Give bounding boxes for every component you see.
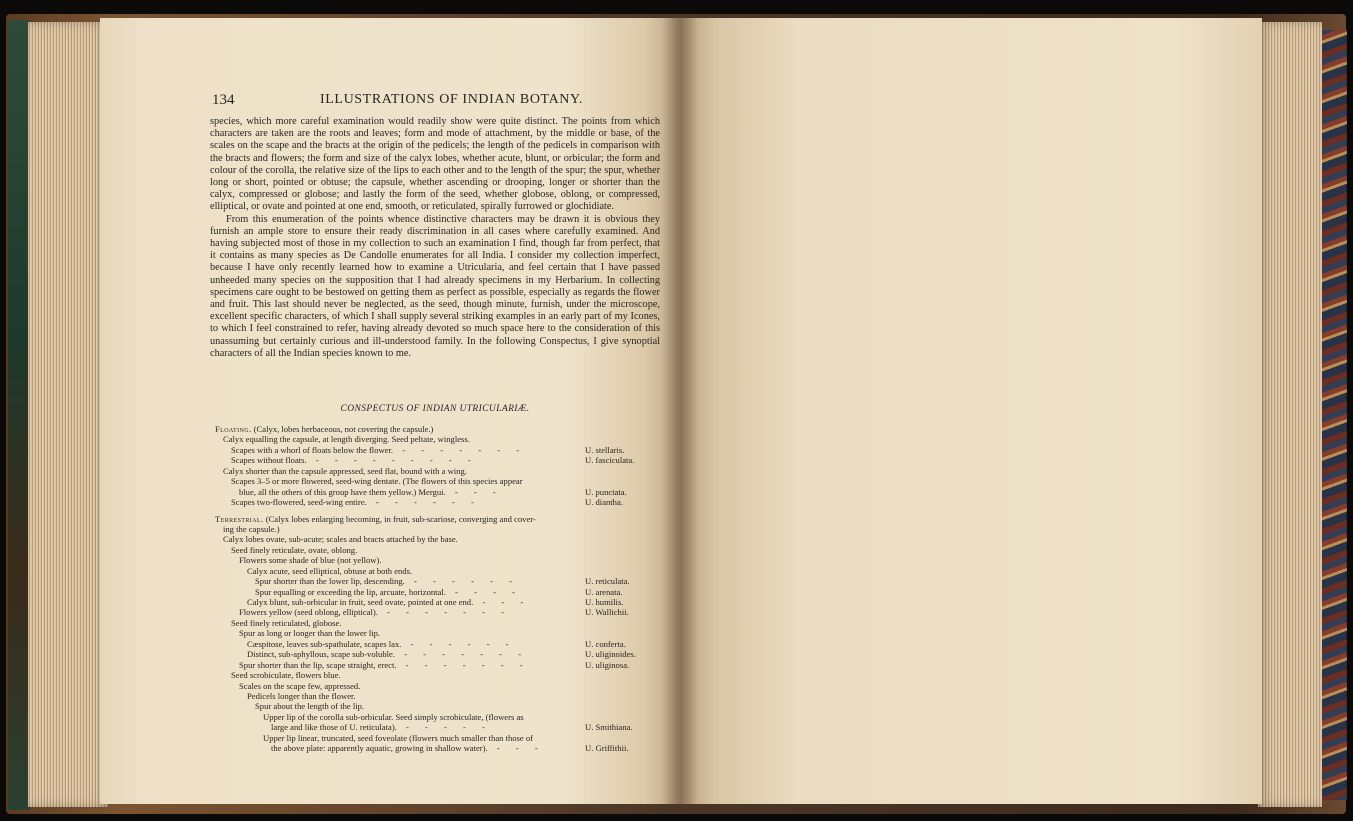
key-species-name: U. uliginosa. (585, 659, 630, 670)
key-row (215, 712, 660, 722)
key-row (215, 628, 660, 638)
key-row-text: Distinct, sub-aphyllous, scape sub-voluble. (247, 649, 395, 660)
key-row-text: Seed finely reticulate, ovate, oblong. (231, 544, 358, 555)
key-row-text: Seed finely reticulated, globose. (231, 617, 342, 628)
key-row (215, 597, 660, 607)
key-row (215, 681, 660, 691)
key-row (215, 691, 660, 701)
key-row (215, 434, 660, 444)
key-leader-dashes: - - - - - - (401, 638, 516, 649)
key-row-text: Scapes without floats. (231, 455, 307, 466)
key-row (215, 587, 660, 597)
key-species-name: U. punctata. (585, 486, 627, 497)
key-row-text: Scales on the scape few, appressed. (239, 680, 361, 691)
key-species-name: U. humilis. (585, 597, 624, 607)
paragraph-1: species, which more careful examination would readily show were quite distinct. The points from which characters are taken are the roots and leaves; form and mode of attachment, by the middle or base, of the scales on the scape and the bracts at the origin of the pedicels; the length of the pedicels in comparison with the bracts and flowers; the form and size of the calyx lobes, whether acute, blunt, or orbicular; the form and colour of the corolla, the relative size of the lips to each other and to the length of the spur; the spur, whether long or short, pointed or obtuse; the capsule, whether ascending or drooping, longer or shorter than the calyx, compressed or globose; and lastly the form of the seed, whether globose, oblong, or compressed, elliptical, or ovate and pointed at one end, smooth, or reticulated, spirally furrowed or glochidiate. (210, 116, 660, 213)
key-leader-dashes: - - - - (445, 586, 522, 597)
key-row-text: Spur shorter than the lower lip, descending. (255, 576, 405, 587)
key-species-name: U. Wallichii. (585, 607, 629, 618)
key-row-text: the above plate: apparently aquatic, growing in shallow water). (271, 743, 488, 754)
key-row-text: Floating. (Calyx, lobes herbaceous, not covering the capsule.) (215, 424, 434, 434)
key-species-name: U. Griffithii. (585, 743, 629, 754)
key-row (215, 487, 660, 497)
key-row-text: Calyx lobes ovate, sub-acute; scales and bracts attached by the base. (223, 534, 458, 545)
conspectus-key (215, 424, 660, 754)
key-species-name: U. uliginoides. (585, 649, 636, 660)
key-species-name: U. reticulata. (585, 576, 630, 587)
key-row (215, 670, 660, 680)
key-leader-dashes: - - - - - - - (393, 444, 527, 455)
key-row-text: large and like those of U. reticulata). (271, 722, 397, 733)
key-row (215, 545, 660, 555)
key-row (215, 701, 660, 711)
key-row-text: Scapes with a whorl of floats below the flower. (231, 444, 394, 455)
key-row-text: Pedicels longer than the flower. (247, 690, 356, 701)
key-row-text: Spur equalling or exceeding the lip, arcuate, horizontal. (255, 586, 446, 597)
key-row-text: Seed scrobiculate, flowers blue. (231, 670, 341, 681)
key-row-text: Calyx blunt, sub-orbicular in fruit, seed ovate, pointed at one end. (247, 597, 474, 607)
key-leader-dashes: - - - (445, 486, 503, 497)
key-row (215, 424, 660, 434)
key-leader-dashes: - - - - - - (404, 576, 519, 587)
key-row-text: blue, all the others of this group have them yellow.) Mergui. (239, 486, 446, 497)
key-species-name: U. conferta. (585, 638, 626, 649)
key-species-name: U. stellaris. (585, 444, 625, 455)
key-row (215, 607, 660, 617)
key-species-name: U. arenata. (585, 586, 623, 597)
key-row-text: ing the capsule.) (223, 523, 280, 534)
key-row (215, 524, 660, 534)
key-row-text: Spur shorter than the lip, scape straight, erect. (239, 659, 397, 670)
key-row (215, 555, 660, 565)
key-row-text: Upper lip linear, truncated, seed foveolate (flowers much smaller than those of (263, 732, 534, 743)
key-leader-dashes: - - - - - - - (396, 659, 530, 670)
key-row (215, 566, 660, 576)
key-row (215, 497, 660, 507)
key-row (215, 733, 660, 743)
key-leader-dashes: - - - - - - - - - (306, 455, 478, 466)
key-row (215, 514, 660, 524)
key-row (215, 466, 660, 476)
key-species-name: U. diantha. (585, 497, 623, 508)
key-row (215, 722, 660, 732)
page-edges-right (1258, 22, 1322, 807)
key-row (215, 660, 660, 670)
marbled-board-left (8, 20, 30, 810)
key-leader-dashes: - - - - - - - (377, 607, 511, 618)
key-row-text: Flowers yellow (seed oblong, elliptical). (239, 607, 378, 618)
key-row (215, 639, 660, 649)
key-row-text: Spur about the length of the lip. (255, 701, 365, 712)
key-row-text: Terrestrial. (Calyx lobes enlarging becoming, in fruit, sub-scariose, converging and cover- (215, 513, 536, 524)
key-row-text: Spur as long or longer than the lower lip. (239, 628, 381, 639)
key-leader-dashes: - - - (473, 597, 531, 607)
key-species-name: U. Smithiana. (585, 722, 633, 733)
key-leader-dashes: - - - - - (396, 722, 492, 733)
key-row-text: Calyx shorter than the capsule appressed, seed flat, bound with a wing. (223, 465, 467, 476)
key-row (215, 445, 660, 455)
key-row-text: Scapes 3–5 or more flowered, seed-wing dentate. (The flowers of this species appear (231, 476, 523, 487)
right-page-blank (680, 18, 1262, 804)
key-row (215, 534, 660, 544)
running-head: ILLUSTRATIONS OF INDIAN BOTANY. (320, 92, 583, 107)
paragraph-2: From this enumeration of the points whence distinctive characters may be drawn it is obvious they furnish an ample store to ensure their ready discrimination in all cases where carefully examined. And having subjected most of those in my collection to such an examination I find, though far from perfect, that it contains as many species as De Candolle enumerates for all India. I consider my collection imperfect, because I have only recently learned how to examine a Utricularia, and feel certain that I have passed unheeded many species on the supposition that I had already specimens in my Herbarium. In collecting specimens care ought to be bestowed on getting them as perfect as possible, especially as regards the flower and fruit. This last should never be neglected, as the seed, though minute, furnish, under the microscope, excellent specific characters, of which I shall supply several striking examples in an early part of my Icones, to which I feel constrained to refer, having already devoted so much space here to the consideration of this unassuming but certainly curious and ill-understood family. In the following Conspectus, I give synoptial characters of all the Indian species known to me. (210, 213, 660, 359)
key-row-text: Calyx equalling the capsule, at length diverging. Seed peltate, wingless. (223, 434, 470, 445)
body-text (210, 116, 660, 360)
key-species-name: U. fasciculata. (585, 455, 635, 466)
book-gutter (662, 18, 698, 804)
key-row (215, 455, 660, 465)
key-row (215, 743, 660, 753)
key-row-text: Scapes two-flowered, seed-wing entire. (231, 497, 367, 508)
marbled-board-right (1319, 30, 1347, 800)
key-row (215, 576, 660, 586)
key-row-text: Cæspitose, leaves sub-spathulate, scapes lax. (247, 638, 402, 649)
key-row-text: Calyx acute, seed elliptical, obtuse at both ends. (247, 565, 413, 576)
key-leader-dashes: - - - - - - (366, 497, 481, 508)
key-row (215, 476, 660, 486)
conspectus-title: CONSPECTUS OF INDIAN UTRICULARIÆ. (340, 404, 530, 414)
key-row-text: Flowers some shade of blue (not yellow). (239, 555, 382, 566)
page-edges-left (28, 22, 108, 807)
key-leader-dashes: - - - - - - - (394, 649, 529, 660)
key-leader-dashes: - - - (487, 743, 545, 754)
key-row (215, 649, 660, 659)
key-row (215, 618, 660, 628)
page-number: 134 (212, 92, 235, 108)
key-row-text: Upper lip of the corolla sub-orbicular. Seed simply scrobiculate, (flowers as (263, 711, 524, 722)
